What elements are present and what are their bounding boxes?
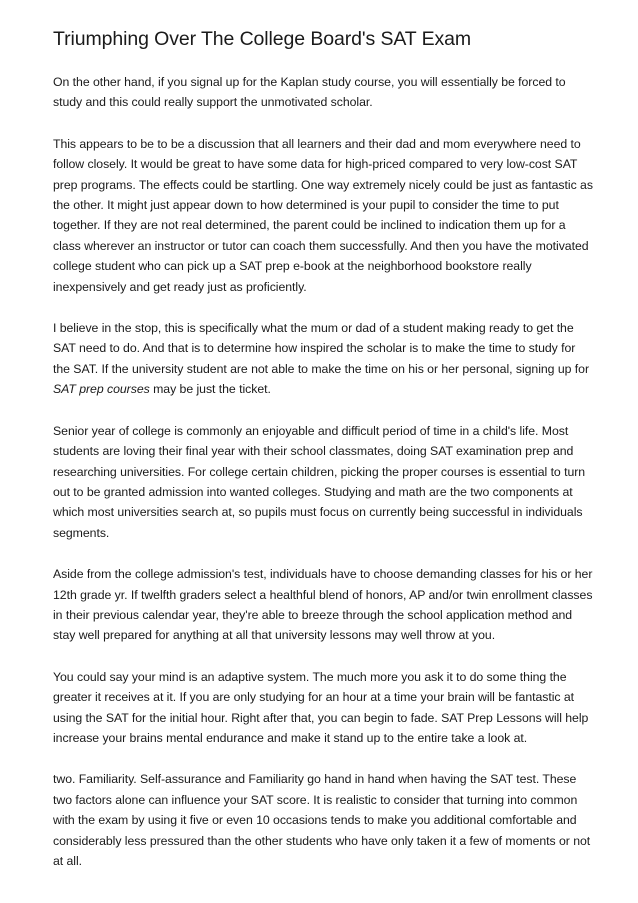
paragraph-5: Aside from the college admission's test, individuals have to choose demanding classes for his or her 12th grade yr. If twelfth graders select a healthful blend of honors, AP and/or twin enrollment classes in their previous calendar year, they're able to breeze through the school application method and stay well prepared for anything at all that university lessons may well throw at you.	[53, 567, 593, 643]
paragraph-1: On the other hand, if you signal up for the Kaplan study course, you will essentially be forced to study and this could really support the unmotivated scholar.	[53, 75, 566, 110]
paragraph-4: Senior year of college is commonly an enjoyable and difficult period of time in a child's life. Most students are loving their final year with their school classmates, doing SAT examination prep and researching universities. For college certain children, picking the proper courses is essential to turn out to be granted admission into wanted colleges. Studying and math are the two components at which most universities search at, so pupils must focus on currently being successful in individuals segments.	[53, 423, 586, 540]
paragraph-2: This appears to be to be a discussion that all learners and their dad and mom everywhere need to follow closely. It would be great to have some data for high-priced compared to very low-cost SAT prep programs. The effects could be startling. One way extremely nicely could be just as fantastic as the other. It might just appear down to how determined is your pupil to consider the time to put together. If they are not real determined, the parent could be inclined to indication them up for a class wherever an instructor or tutor can coach them successfully. And then you have the motivated college student who can pick up a SAT prep e-book at the neighborhood bookstore really inexpensively and get ready just as proficiently.	[53, 136, 593, 294]
paragraph-3-text-after: may be just the ticket.	[149, 382, 271, 397]
sat-prep-courses-link[interactable]: SAT prep courses	[53, 382, 150, 397]
paragraph-7: two. Familiarity. Self-assurance and Familiarity go hand in hand when having the SAT test. These two factors alone can influence your SAT score. It is realistic to consider that turning into common with the exam by using it five or even 10 occasions tends to make you additional comfortable and considerably less pressured than the other students who have only taken it a few of moments or not at all.	[53, 772, 591, 868]
paragraph-3-text-before: I believe in the stop, this is specifically what the mum or dad of a student making ready to get the SAT need to do. And that is to determine how inspired the scholar is to make the time to study for the SAT. If the university student are not able to make the time on his or her personal, signing up for	[53, 321, 589, 376]
page-title: Triumphing Over The College Board's SAT Exam	[53, 28, 472, 50]
paragraph-3	[53, 318, 593, 400]
paragraph-6: You could say your mind is an adaptive system. The much more you ask it to do some thing the greater it receives at it. If you are only studying for an hour at a time your brain will be fantastic at using the SAT for the initial hour. Right after that, you can begin to fade. SAT Prep Lessons will help increase your brains mental endurance and make it stand up to the entire take a look at.	[53, 669, 589, 745]
document-body	[53, 26, 593, 892]
